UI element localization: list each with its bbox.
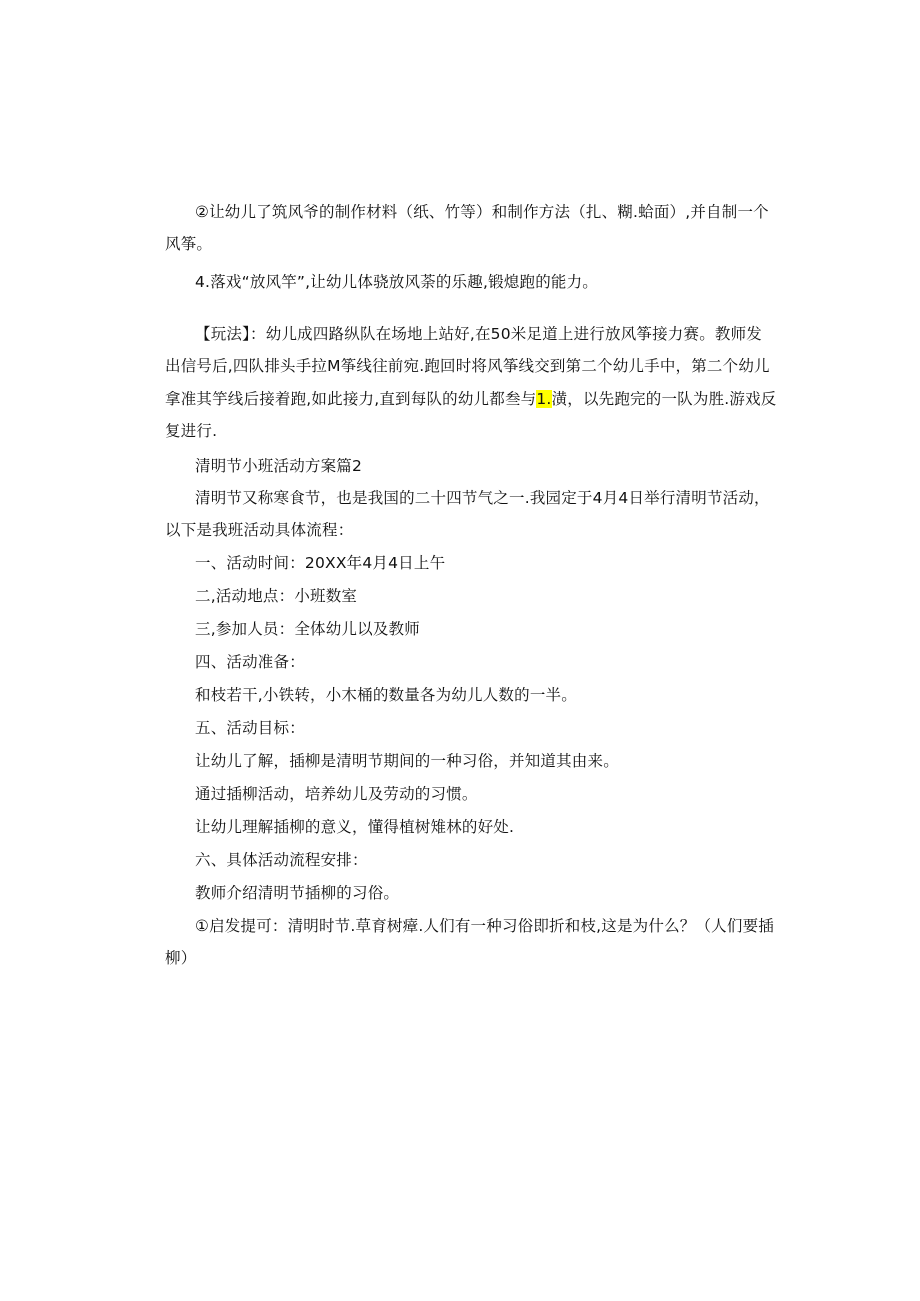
paragraph-line: 通过插柳活动，培养幼儿及劳动的习惯。 <box>195 785 478 803</box>
paragraph-line: 四、活动准备： <box>195 653 305 671</box>
text-segment: 拿准其竽线后接着跑,如此接力,直到每队的幼儿都叁与 <box>165 390 537 408</box>
paragraph-line: 清明节又称寒食节，也是我国的二十四节气之一.我园定于4月4日举行清明节活动， <box>195 489 770 507</box>
paragraph-line: 让幼儿理解插柳的意义，懂得植树雉林的好处. <box>195 818 515 836</box>
paragraph-line: 二,活动地点：小班数室 <box>195 587 358 605</box>
paragraph-line: 教师介绍清明节插柳的习俗。 <box>195 884 400 902</box>
paragraph-line: 一、活动时间：20XX年4月4日上午 <box>195 554 446 572</box>
paragraph-line: 五、活动目标： <box>195 719 305 737</box>
paragraph-line: 三,参加人员：全体幼儿以及教师 <box>195 620 420 638</box>
paragraph-line: ②让幼儿了筑风爷的制作材料（纸、竹等）和制作方法（扎、糊.蛤面）,并自制一个 <box>195 203 769 221</box>
paragraph-line: 风筝。 <box>165 235 213 253</box>
paragraph-line <box>165 389 777 409</box>
section-heading: 清明节小班活动方案篇2 <box>195 457 363 475</box>
paragraph-line: 出信号后,四队排头手拉M筝线往前宛.跑回时将风筝线交到第二个幼儿手中，第二个幼儿 <box>165 357 770 375</box>
highlighted-text: 1. <box>536 390 552 408</box>
paragraph-line: 【玩法】：幼儿成四路纵队在场地上站好,在50米足道上进行放风筝接力赛。教师发 <box>195 325 763 343</box>
paragraph-line: 复进行. <box>165 422 218 440</box>
text-segment: 潢，以先跑完的一队为胜.游戏反 <box>551 390 777 408</box>
paragraph-line: 让幼儿了解，插柳是清明节期间的一种习俗，并知道其由来。 <box>195 752 619 770</box>
paragraph-line: ①启发提可：清明时节.草育树瘴.人们有一种习俗即折和枝,这是为什么？（人们要插 <box>195 917 774 935</box>
paragraph-line: 以下是我班活动具体流程： <box>165 521 354 539</box>
paragraph-line: 柳） <box>165 949 197 967</box>
paragraph-line: 4.落戏“放风竿”,让幼儿体骁放风荼的乐趣,锻熄跑的能力。 <box>195 273 599 291</box>
paragraph-line: 和枝若干,小铁转，小木桶的数量各为幼儿人数的一半。 <box>195 686 577 704</box>
paragraph-line: 六、具体活动流程安排： <box>195 851 368 869</box>
